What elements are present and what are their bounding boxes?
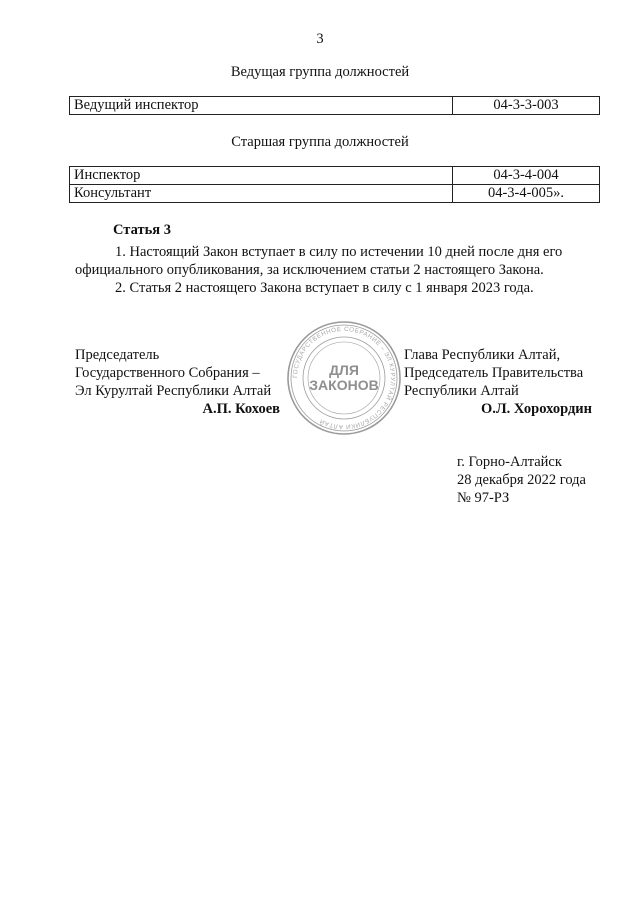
official-seal-stamp: [286, 320, 402, 436]
position-cell: Инспектор: [70, 167, 453, 185]
group-title-senior: Старшая группа должностей: [231, 134, 409, 150]
position-cell: Консультант: [70, 185, 453, 203]
right-signatory-title-2: Председатель Правительства: [404, 365, 584, 381]
code-cell: 04-3-4-004: [453, 167, 600, 185]
positions-table-leading: [69, 96, 600, 115]
code-cell: 04-3-3-003: [453, 97, 600, 115]
stamp-text-line-1: ДЛЯ: [329, 362, 359, 378]
table-row: [70, 185, 600, 203]
left-signatory-title-1: Председатель: [75, 347, 160, 363]
law-number: № 97-РЗ: [457, 490, 510, 506]
left-signatory-name: А.П. Кохоев: [202, 401, 280, 417]
place-city: г. Горно-Алтайск: [457, 454, 562, 470]
code-cell: 04-3-4-005».: [453, 185, 600, 203]
position-cell: Ведущий инспектор: [70, 97, 453, 115]
stamp-ring-text: ГОСУДАРСТВЕННОЕ СОБРАНИЕ – ЭЛ КУРУЛТАЙ РЕСПУБЛИКИ АЛТАЙ: [291, 325, 397, 431]
right-signatory-name: О.Л. Хорохордин: [480, 401, 592, 417]
group-title-leading: Ведущая группа должностей: [230, 64, 410, 80]
page-number: 3: [316, 31, 324, 47]
right-signatory-title-1: Глава Республики Алтай,: [404, 347, 561, 363]
left-signatory-title-2: Государственного Собрания –: [75, 365, 260, 381]
table-row: [70, 167, 600, 185]
positions-table-senior: [69, 166, 600, 203]
stamp-text-line-2: ЗАКОНОВ: [309, 377, 379, 393]
law-date: 28 декабря 2022 года: [457, 472, 586, 488]
article-paragraph-1-line-1: 1. Настоящий Закон вступает в силу по истечении 10 дней после дня его: [115, 244, 563, 260]
left-signatory-title-3: Эл Курултай Республики Алтай: [75, 383, 272, 399]
table-row: [70, 97, 600, 115]
article-paragraph-2: 2. Статья 2 настоящего Закона вступает в силу с 1 января 2023 года.: [115, 280, 534, 296]
article-title: Статья 3: [113, 222, 171, 238]
article-paragraph-1-line-2: официального опубликования, за исключением статьи 2 настоящего Закона.: [75, 262, 544, 278]
right-signatory-title-3: Республики Алтай: [404, 383, 519, 399]
